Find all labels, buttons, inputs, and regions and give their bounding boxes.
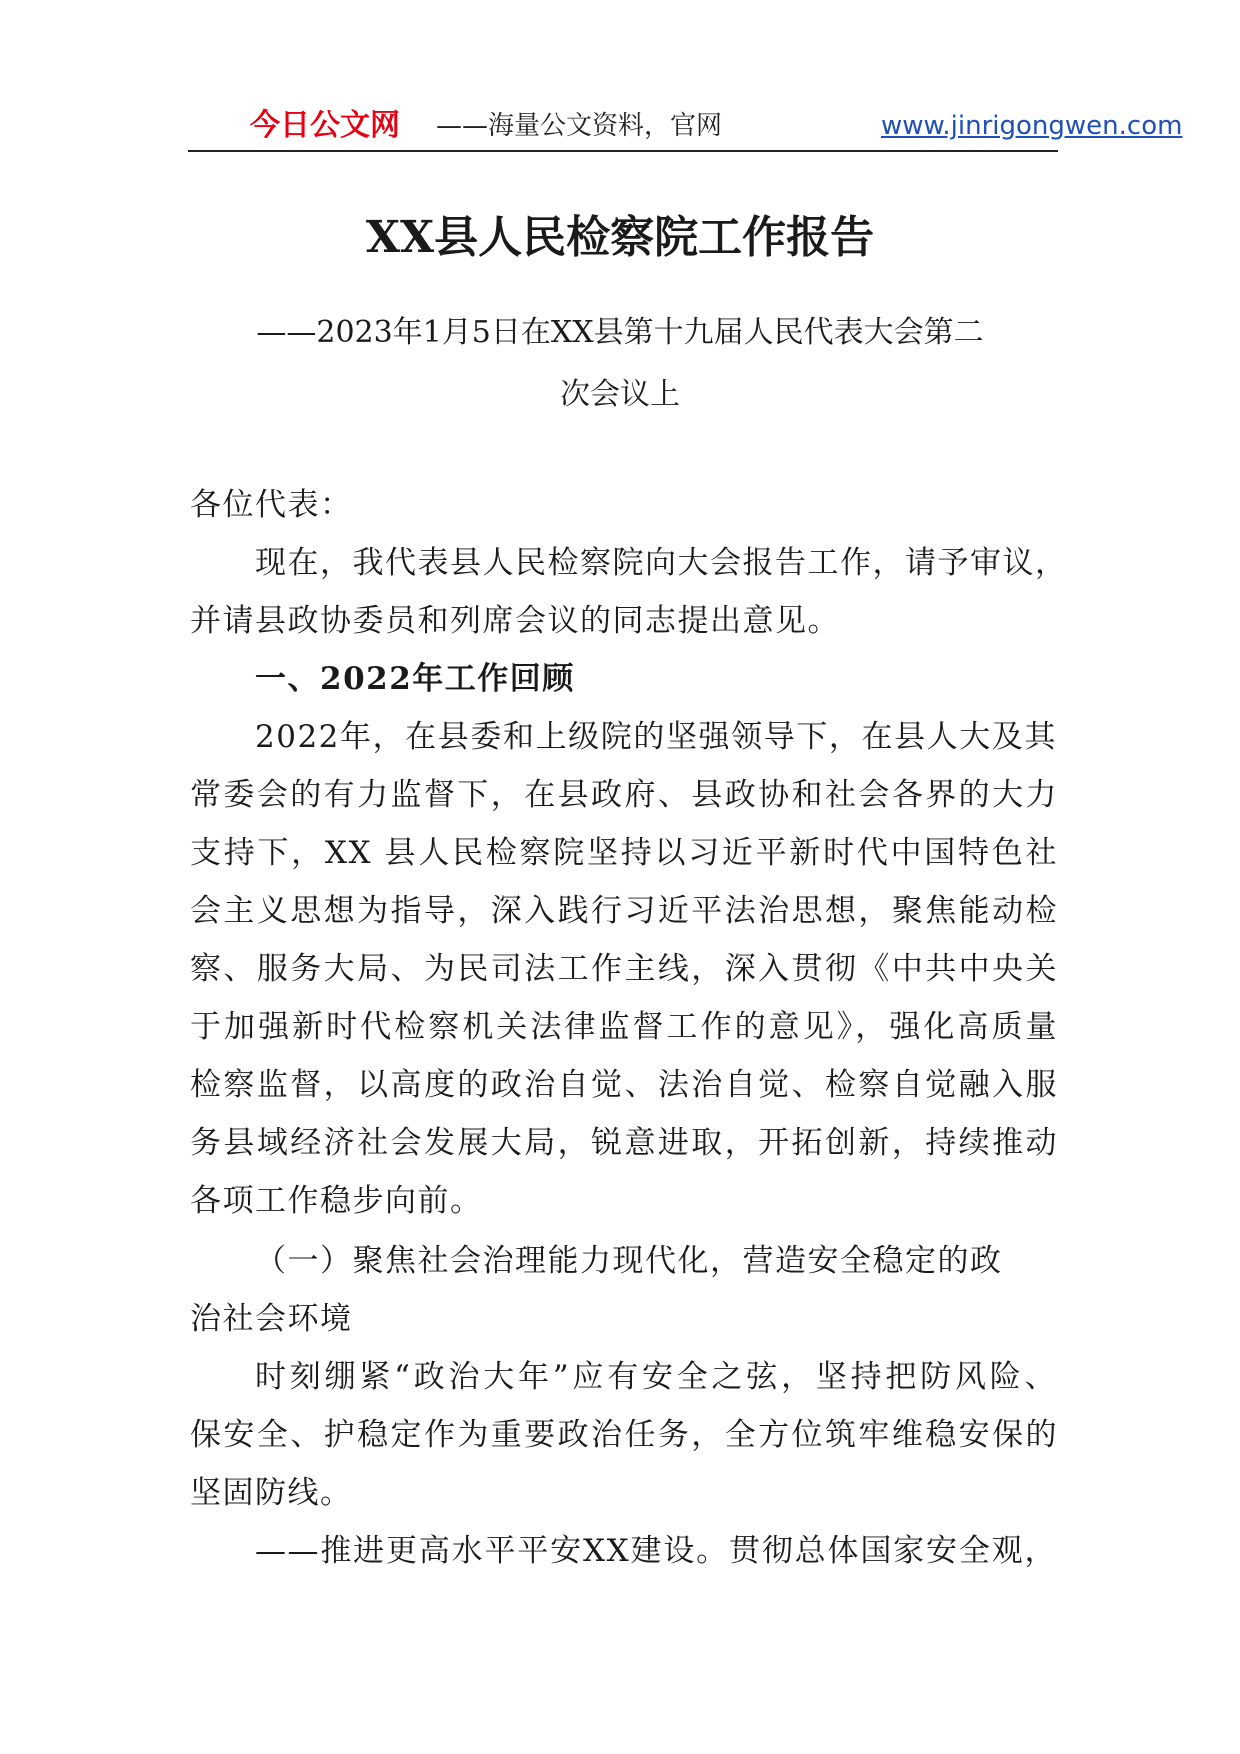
salutation: 各位代表： [190,487,353,523]
paragraph-line: ——推进更高水平平安XX建设。贯彻总体国家安全观， [255,1533,1057,1569]
paragraph-line: 务县域经济社会发展大局，锐意进取，开拓创新，持续推动 [190,1125,1058,1161]
paragraph-line: 现在，我代表县人民检察院向大会报告工作，请予审议， [255,545,1068,581]
section-heading: 一、2022年工作回顾 [255,661,575,697]
paragraph-line: 检察监督，以高度的政治自觉、法治自觉、检察自觉融入服 [190,1067,1058,1103]
page-header [188,104,1183,152]
subtitle-line-1: ——2023年1月5日在XX县第十九届人民代表大会第二 [256,315,984,350]
paragraph-line: 保安全、护稳定作为重要政治任务，全方位筑牢维稳安保的 [190,1417,1058,1453]
subsection-heading: （一）聚焦社会治理能力现代化，营造安全稳定的政 [255,1243,1003,1279]
brand-name: 今日公文网 [250,108,400,143]
paragraph-line: 各项工作稳步向前。 [190,1183,483,1219]
website-link[interactable]: www.jinrigongwen.com [881,111,1183,141]
header-tagline: ——海量公文资料，官网 [436,111,723,141]
paragraph-line: 并请县政协委员和列席会议的同志提出意见。 [190,603,840,639]
paragraph-line: 于加强新时代检察机关法律监督工作的意见》，强化高质量 [190,1009,1058,1045]
paragraph-line: 时刻绷紧“政治大年”应有安全之弦，坚持把防风险、 [255,1359,1057,1395]
paragraph-line: 察、服务大局、为民司法工作主线，深入贯彻《中共中央关 [190,951,1058,987]
paragraph-line: 会主义思想为指导，深入践行习近平法治思想，聚焦能动检 [190,893,1058,929]
paragraph-line: 坚固防线。 [190,1475,353,1511]
document-title: XX县人民检察院工作报告 [365,212,875,263]
paragraph-line: 2022年，在县委和上级院的坚强领导下，在县人大及其 [255,719,1057,755]
paragraph-line: 常委会的有力监督下，在县政府、县政协和社会各界的大力 [190,777,1058,813]
paragraph-line: 支持下，XX 县人民检察院坚持以习近平新时代中国特色社 [190,835,1058,871]
subsection-heading-cont: 治社会环境 [190,1301,353,1337]
subtitle-line-2: 次会议上 [560,377,680,412]
